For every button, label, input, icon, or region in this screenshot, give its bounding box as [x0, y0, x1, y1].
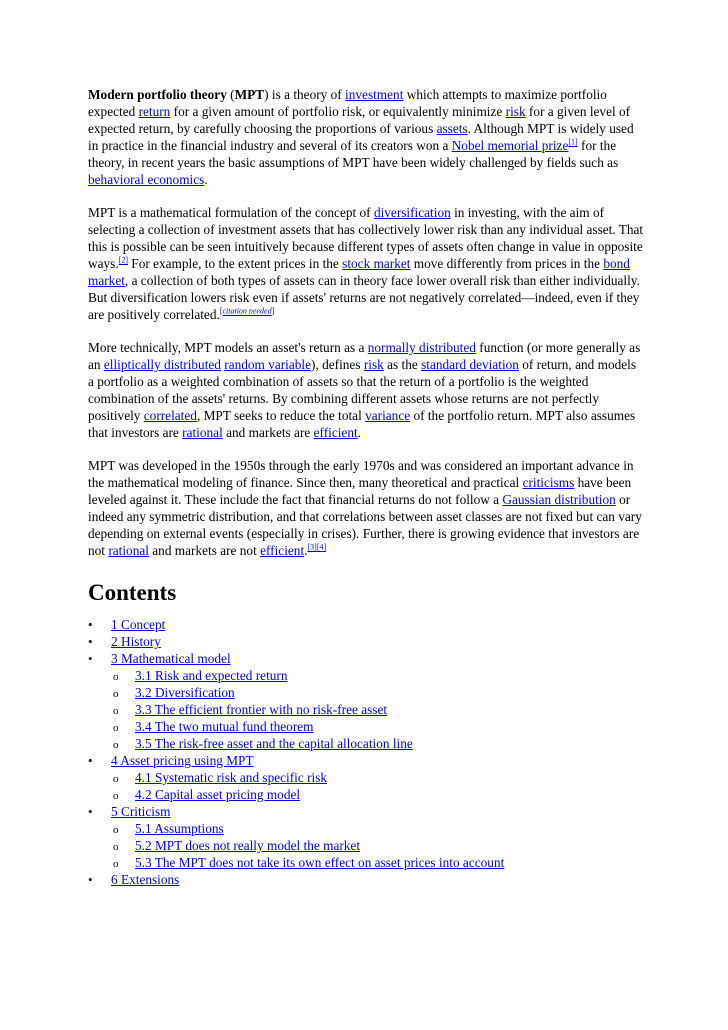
inline-link[interactable]: criticisms — [522, 475, 575, 490]
text-span: ), defines — [311, 357, 364, 372]
toc-item — [88, 871, 644, 888]
text-span: move differently from prices in the — [410, 256, 604, 271]
inline-link[interactable]: stock market — [342, 256, 411, 271]
text-span: and markets are — [222, 425, 314, 440]
text-span: for a given level of expected return, by carefully choosing the proportions of various — [88, 104, 631, 136]
paragraph — [88, 339, 644, 441]
table-of-contents — [88, 616, 644, 888]
toc-item — [88, 701, 644, 718]
article-body — [88, 86, 644, 888]
toc-link[interactable]: 3.5 The risk-free asset and the capital allocation line — [135, 736, 413, 751]
toc-item — [88, 735, 644, 752]
toc-link[interactable]: 4 Asset pricing using MPT — [111, 753, 254, 768]
toc-link[interactable]: 4.2 Capital asset pricing model — [135, 787, 301, 802]
toc-link[interactable]: 3.3 The efficient frontier with no risk-free asset — [135, 702, 388, 717]
bold-term: Modern portfolio theory — [88, 87, 227, 102]
toc-item — [88, 667, 644, 684]
toc-item — [88, 803, 644, 820]
text-span: MPT was developed in the 1950s through the early 1970s and was considered an important advance in the mathematical modeling of finance. Since then, many theoretical and practical — [88, 458, 634, 490]
text-span: and markets are not — [148, 543, 261, 558]
citation-link[interactable]: [4] — [316, 542, 327, 552]
toc-item — [88, 752, 644, 769]
article-paragraphs — [88, 86, 644, 559]
text-span: . — [357, 425, 361, 440]
text-span: function (or more generally as an — [88, 340, 641, 372]
inline-link[interactable]: diversification — [373, 205, 451, 220]
inline-link[interactable]: investment — [345, 87, 404, 102]
toc-link[interactable]: 6 Extensions — [111, 872, 180, 887]
text-span: as the — [383, 357, 422, 372]
text-span: MPT is a mathematical formulation of the concept of — [88, 205, 374, 220]
text-span: ) is a theory of — [264, 87, 346, 102]
bullet-icon — [88, 633, 100, 650]
toc-link[interactable]: 5 Criticism — [111, 804, 171, 819]
text-span: in investing, with the aim of selecting a collection of investment assets that has collectively lower risk than any individual asset. That this is possible can be seen intuitively because different types of assets often change in value in opposite ways. — [88, 205, 644, 271]
text-span: , MPT seeks to reduce the total — [196, 408, 366, 423]
bullet-icon — [88, 803, 100, 820]
citation-link[interactable]: [3] — [307, 542, 317, 552]
text-span: . — [304, 543, 308, 558]
text-span: ( — [226, 87, 235, 102]
toc-link[interactable]: 5.2 MPT does not really model the market — [135, 838, 361, 853]
toc-item — [88, 684, 644, 701]
toc-item — [88, 616, 644, 633]
citation-link[interactable]: [1] — [568, 137, 578, 147]
text-span: . Although MPT is widely used in practice in the financial industry and several of its creators won a — [88, 121, 634, 153]
toc-item — [88, 769, 644, 786]
text-span: have been leveled against it. These include the fact that financial returns do not follow a — [88, 475, 632, 507]
toc-item — [88, 633, 644, 650]
toc-item — [88, 786, 644, 803]
text-span: of the portfolio return. MPT also assumes that investors are — [88, 408, 636, 440]
toc-item — [88, 820, 644, 837]
text-span: , a collection of both types of assets can in theory face lower overall risk than either individually. But diversification lowers risk even if assets' returns are not negatively correlated—indeed, even if they are positively correlated. — [88, 273, 640, 322]
inline-link[interactable]: efficient — [260, 543, 305, 558]
toc-link[interactable]: 3.1 Risk and expected return — [135, 668, 288, 683]
text-span: More technically, MPT models an asset's return as a — [88, 340, 368, 355]
toc-link[interactable]: 3.4 The two mutual fund theorem — [135, 719, 314, 734]
text-span: for a given amount of portfolio risk, or equivalently minimize — [170, 104, 506, 119]
bullet-icon — [88, 752, 100, 769]
inline-link[interactable]: rational — [108, 543, 149, 558]
citation-link[interactable]: [2] — [118, 255, 128, 265]
contents-heading: Contents — [88, 580, 177, 605]
toc-item — [88, 650, 644, 667]
inline-link[interactable]: rational — [182, 425, 223, 440]
toc-item — [88, 854, 644, 871]
toc-item — [88, 837, 644, 854]
inline-link[interactable]: correlated — [143, 408, 197, 423]
toc-link[interactable]: 3.2 Diversification — [135, 685, 235, 700]
inline-link[interactable]: efficient — [313, 425, 358, 440]
text-span: which attempts to maximize portfolio expected — [88, 87, 607, 119]
paragraph — [88, 204, 644, 323]
toc-link[interactable]: 1 Concept — [111, 617, 166, 632]
inline-link[interactable]: bond market — [88, 256, 630, 288]
text-span: of return, and models a portfolio as a weighted combination of assets so that the return of a portfolio is the weighted combination of the assets' returns. By combining different assets whose returns are not perfectly positively — [88, 357, 637, 423]
inline-link[interactable]: normally distributed — [367, 340, 476, 355]
bold-term: MPT — [234, 87, 265, 102]
citation-link[interactable]: citation needed — [222, 306, 272, 316]
inline-link[interactable]: Nobel memorial prize — [451, 138, 569, 153]
text-span: or indeed any symmetric distribution, and that correlations between asset classes are not fixed but can vary depending on external events (especially in crises). Further, there is growing evidence that investors are not — [88, 492, 642, 558]
inline-link[interactable]: assets — [436, 121, 468, 136]
inline-link[interactable]: return — [138, 104, 171, 119]
inline-link[interactable]: variance — [365, 408, 411, 423]
text-span: [ — [219, 306, 223, 316]
paragraph — [88, 457, 644, 559]
toc-link[interactable]: 5.1 Assumptions — [135, 821, 224, 836]
inline-link[interactable]: behavioral economics — [88, 172, 205, 187]
toc-link[interactable]: 5.3 The MPT does not take its own effect on asset prices into account — [135, 855, 505, 870]
paragraph — [88, 86, 644, 188]
toc-item — [88, 718, 644, 735]
toc-link[interactable]: 4.1 Systematic risk and specific risk — [135, 770, 328, 785]
text-span: For example, to the extent prices in the — [127, 256, 343, 271]
inline-link[interactable]: elliptically distributed — [103, 357, 221, 372]
inline-link[interactable]: standard deviation — [421, 357, 519, 372]
inline-link[interactable]: risk — [505, 104, 526, 119]
inline-link[interactable]: Gaussian distribution — [502, 492, 616, 507]
text-span: for the theory, in recent years the basic assumptions of MPT have been widely challenged by fields such as — [88, 138, 619, 170]
bullet-icon — [88, 616, 100, 633]
toc-link[interactable]: 2 History — [111, 634, 161, 649]
inline-link[interactable]: risk — [363, 357, 384, 372]
bullet-icon — [88, 871, 100, 888]
inline-link[interactable]: random variable — [224, 357, 312, 372]
text-span: ] — [271, 306, 275, 316]
bullet-icon — [88, 650, 100, 667]
toc-link[interactable]: 3 Mathematical model — [111, 651, 231, 666]
text-span: . — [204, 172, 208, 187]
